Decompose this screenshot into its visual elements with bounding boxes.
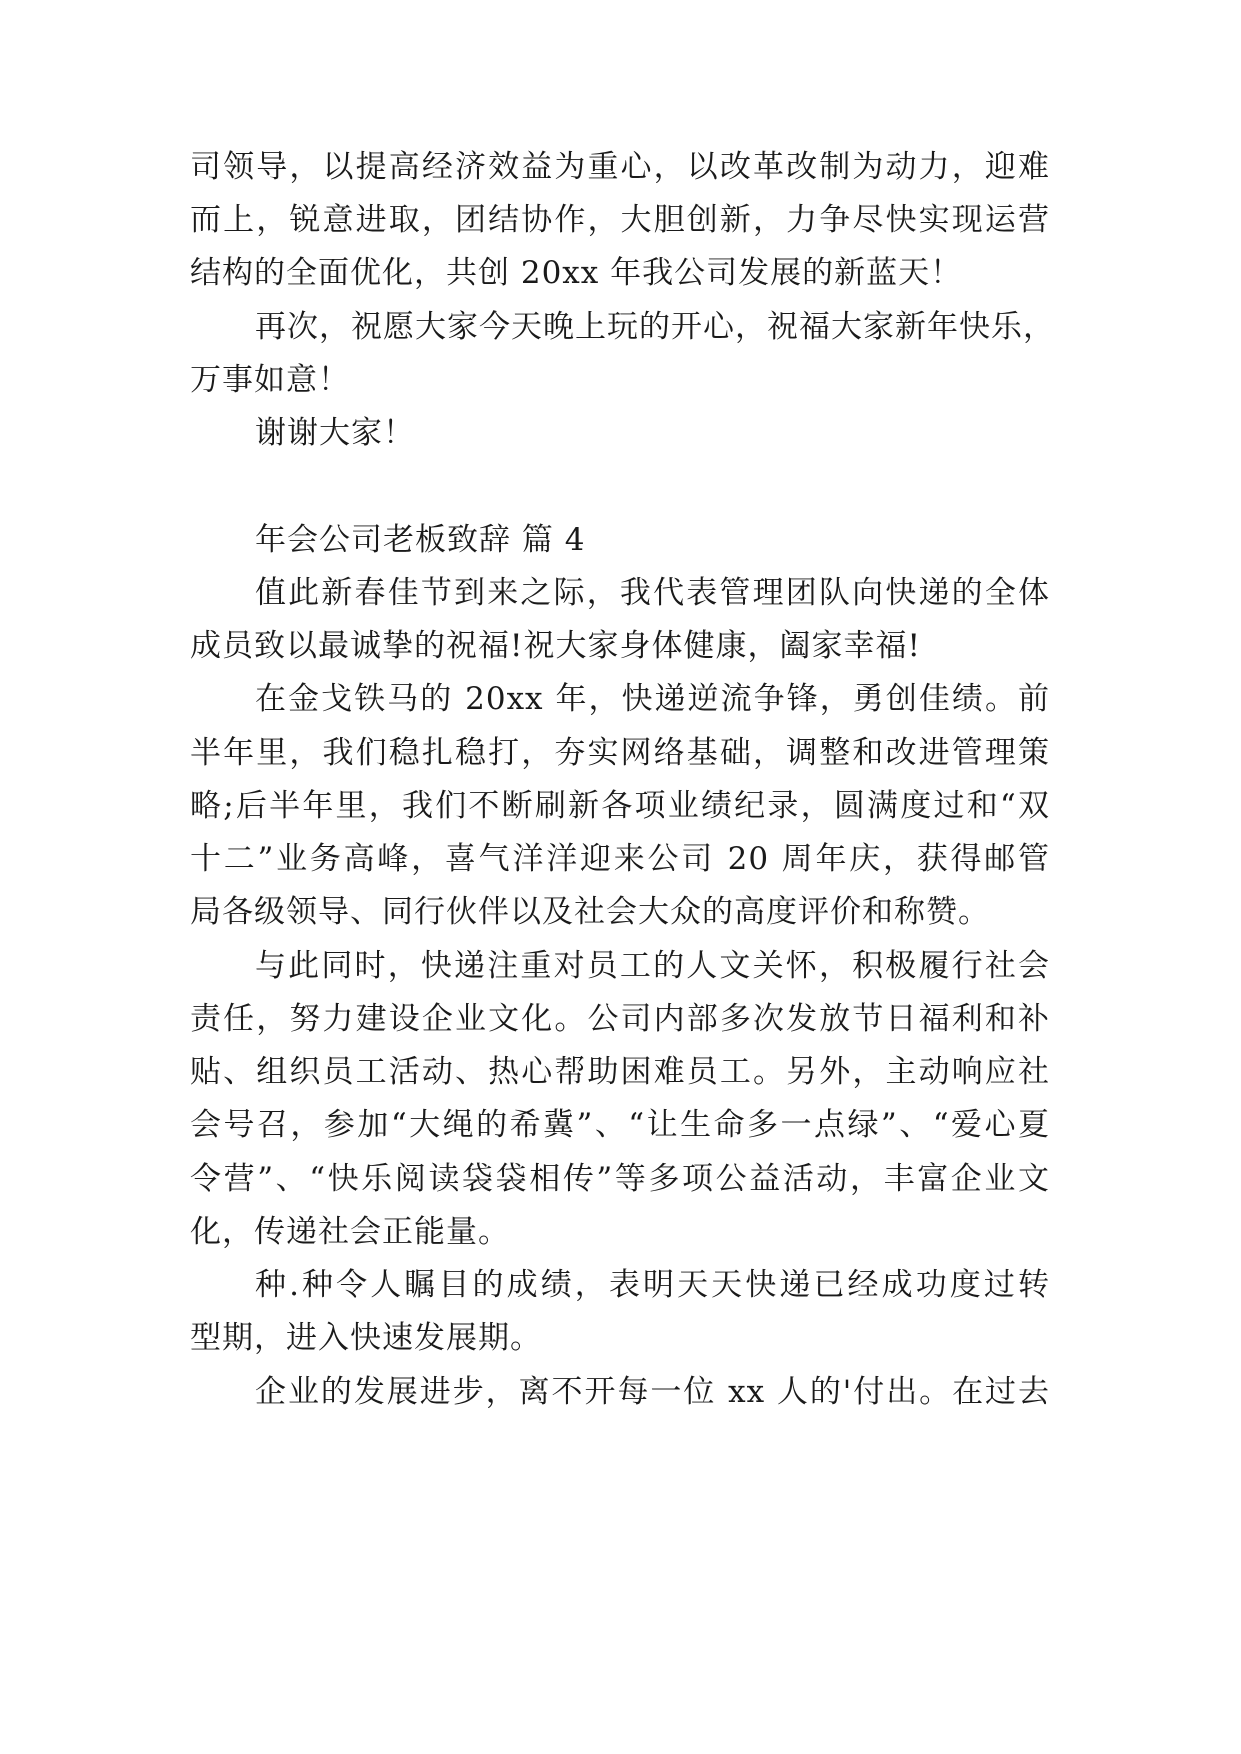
paragraph-line: 在金戈铁马的 20xx 年，快递逆流争锋，勇创佳绩。前 bbox=[255, 681, 1050, 717]
paragraph-line: 令营”、“快乐阅读袋袋相传”等多项公益活动，丰富企业文 bbox=[190, 1161, 1050, 1197]
paragraph-line: 再次，祝愿大家今天晚上玩的开心，祝福大家新年快乐， bbox=[255, 309, 1055, 345]
paragraph-line: 万事如意！ bbox=[190, 362, 350, 398]
paragraph-line: 局各级领导、同行伙伴以及社会大众的高度评价和称赞。 bbox=[190, 894, 990, 930]
paragraph-line: 企业的发展进步，离不开每一位 xx 人的'付出。在过去 bbox=[255, 1374, 1050, 1410]
paragraph-line: 会号召，参加“大绳的希冀”、“让生命多一点绿”、“爱心夏 bbox=[190, 1107, 1050, 1143]
paragraph-line: 成员致以最诚挚的祝福!祝大家身体健康，阖家幸福! bbox=[190, 628, 921, 664]
paragraph-line: 略;后半年里，我们不断刷新各项业绩纪录，圆满度过和“双 bbox=[190, 788, 1050, 824]
paragraph-line: 责任，努力建设企业文化。公司内部多次发放节日福利和补 bbox=[190, 1001, 1050, 1037]
paragraph-line: 种.种令人瞩目的成绩，表明天天快递已经成功度过转 bbox=[255, 1267, 1050, 1303]
paragraph-line: 而上，锐意进取，团结协作，大胆创新，力争尽快实现运营 bbox=[190, 202, 1050, 238]
paragraph-line: 司领导，以提高经济效益为重心，以改革改制为动力，迎难 bbox=[190, 149, 1050, 185]
section-heading: 年会公司老板致辞 篇 4 bbox=[255, 522, 586, 558]
paragraph-line: 型期，进入快速发展期。 bbox=[190, 1320, 542, 1356]
paragraph-line: 半年里，我们稳扎稳打，夯实网络基础，调整和改进管理策 bbox=[190, 735, 1050, 771]
paragraph-line: 与此同时，快递注重对员工的人文关怀，积极履行社会 bbox=[255, 948, 1050, 984]
paragraph-line: 谢谢大家！ bbox=[255, 415, 415, 451]
paragraph-line: 十二”业务高峰，喜气洋洋迎来公司 20 周年庆，获得邮管 bbox=[190, 841, 1050, 877]
paragraph-line: 结构的全面优化，共创 20xx 年我公司发展的新蓝天！ bbox=[190, 255, 963, 291]
paragraph-line: 贴、组织员工活动、热心帮助困难员工。另外，主动响应社 bbox=[190, 1054, 1050, 1090]
paragraph-line: 值此新春佳节到来之际，我代表管理团队向快递的全体 bbox=[255, 575, 1050, 611]
paragraph-line: 化，传递社会正能量。 bbox=[190, 1214, 510, 1250]
